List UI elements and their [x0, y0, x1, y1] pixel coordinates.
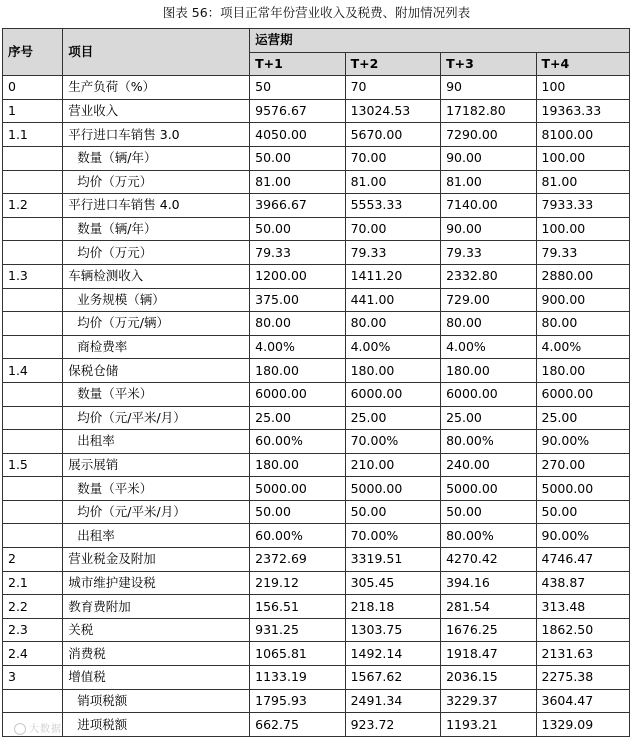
row-index — [3, 406, 63, 430]
table-row — [3, 76, 630, 100]
row-value-t2: 13024.53 — [345, 99, 440, 123]
table-row — [3, 335, 630, 359]
row-value-t1: 4.00% — [250, 335, 345, 359]
row-value-t4: 180.00 — [536, 359, 629, 383]
row-index: 0 — [3, 76, 63, 100]
row-value-t2: 6000.00 — [345, 382, 440, 406]
table-row — [3, 99, 630, 123]
row-value-t4: 100.00 — [536, 217, 629, 241]
row-index: 1 — [3, 99, 63, 123]
row-value-t2: 1303.75 — [345, 618, 440, 642]
row-value-t2: 79.33 — [345, 241, 440, 265]
row-value-t1: 1133.19 — [250, 666, 345, 690]
row-index: 2.3 — [3, 618, 63, 642]
table-row — [3, 241, 630, 265]
row-index: 3 — [3, 666, 63, 690]
row-index — [3, 477, 63, 501]
table-row — [3, 288, 630, 312]
row-value-t3: 3229.37 — [441, 689, 536, 713]
table-row — [3, 217, 630, 241]
row-value-t2: 25.00 — [345, 406, 440, 430]
row-value-t1: 50 — [250, 76, 345, 100]
row-value-t3: 80.00 — [441, 312, 536, 336]
watermark — [14, 720, 62, 735]
row-value-t4: 4.00% — [536, 335, 629, 359]
row-value-t4: 19363.33 — [536, 99, 629, 123]
row-value-t1: 50.00 — [250, 500, 345, 524]
row-value-t3: 729.00 — [441, 288, 536, 312]
row-value-t3: 25.00 — [441, 406, 536, 430]
row-value-t4: 100 — [536, 76, 629, 100]
row-item-name: 平行进口车销售 3.0 — [63, 123, 250, 147]
row-value-t4: 438.87 — [536, 571, 629, 595]
row-index — [3, 217, 63, 241]
row-value-t1: 931.25 — [250, 618, 345, 642]
row-value-t1: 4050.00 — [250, 123, 345, 147]
row-value-t1: 3966.67 — [250, 194, 345, 218]
row-value-t1: 79.33 — [250, 241, 345, 265]
row-value-t2: 2491.34 — [345, 689, 440, 713]
row-index: 2.1 — [3, 571, 63, 595]
row-item-name: 均价（万元） — [63, 170, 250, 194]
row-value-t3: 4270.42 — [441, 548, 536, 572]
row-item-name: 营业收入 — [63, 99, 250, 123]
row-value-t2: 5553.33 — [345, 194, 440, 218]
row-value-t3: 80.00% — [441, 430, 536, 454]
table-row — [3, 406, 630, 430]
table-row — [3, 713, 630, 737]
row-value-t3: 1193.21 — [441, 713, 536, 737]
table-row — [3, 618, 630, 642]
row-item-name: 均价（元/平米/月） — [63, 500, 250, 524]
row-item-name: 均价（元/平米/月） — [63, 406, 250, 430]
row-value-t3: 281.54 — [441, 595, 536, 619]
row-value-t1: 9576.67 — [250, 99, 345, 123]
row-item-name: 数量（辆/年） — [63, 217, 250, 241]
row-value-t4: 2275.38 — [536, 666, 629, 690]
table-row — [3, 170, 630, 194]
row-value-t1: 2372.69 — [250, 548, 345, 572]
row-index — [3, 288, 63, 312]
row-value-t4: 90.00% — [536, 430, 629, 454]
row-value-t1: 1065.81 — [250, 642, 345, 666]
row-value-t3: 6000.00 — [441, 382, 536, 406]
row-value-t4: 1329.09 — [536, 713, 629, 737]
table-row — [3, 382, 630, 406]
row-index — [3, 689, 63, 713]
row-item-name: 商检费率 — [63, 335, 250, 359]
row-index — [3, 241, 63, 265]
row-item-name: 车辆检测收入 — [63, 264, 250, 288]
table-row — [3, 642, 630, 666]
row-value-t1: 50.00 — [250, 146, 345, 170]
row-value-t1: 662.75 — [250, 713, 345, 737]
row-value-t3: 90 — [441, 76, 536, 100]
row-value-t1: 375.00 — [250, 288, 345, 312]
row-value-t3: 17182.80 — [441, 99, 536, 123]
row-index — [3, 382, 63, 406]
row-index: 1.4 — [3, 359, 63, 383]
row-value-t1: 156.51 — [250, 595, 345, 619]
table-row — [3, 548, 630, 572]
table-row — [3, 123, 630, 147]
row-value-t3: 80.00% — [441, 524, 536, 548]
header-period-1: T+1 — [250, 52, 345, 76]
row-value-t2: 70.00 — [345, 146, 440, 170]
row-item-name: 生产负荷（%） — [63, 76, 250, 100]
row-item-name: 均价（万元/辆） — [63, 312, 250, 336]
row-value-t4: 270.00 — [536, 453, 629, 477]
row-value-t2: 1411.20 — [345, 264, 440, 288]
row-item-name: 关税 — [63, 618, 250, 642]
row-value-t4: 80.00 — [536, 312, 629, 336]
row-value-t4: 90.00% — [536, 524, 629, 548]
row-value-t1: 80.00 — [250, 312, 345, 336]
table-row — [3, 477, 630, 501]
table-row — [3, 571, 630, 595]
row-index: 2.4 — [3, 642, 63, 666]
row-item-name: 出租率 — [63, 430, 250, 454]
row-value-t4: 4746.47 — [536, 548, 629, 572]
row-value-t3: 2036.15 — [441, 666, 536, 690]
row-index — [3, 500, 63, 524]
row-value-t4: 50.00 — [536, 500, 629, 524]
row-item-name: 展示展销 — [63, 453, 250, 477]
row-value-t4: 1862.50 — [536, 618, 629, 642]
row-item-name: 教育费附加 — [63, 595, 250, 619]
row-index — [3, 430, 63, 454]
row-value-t1: 50.00 — [250, 217, 345, 241]
row-value-t2: 1492.14 — [345, 642, 440, 666]
row-value-t1: 6000.00 — [250, 382, 345, 406]
table-row — [3, 666, 630, 690]
row-index: 2.2 — [3, 595, 63, 619]
row-item-name: 城市维护建设税 — [63, 571, 250, 595]
row-value-t4: 79.33 — [536, 241, 629, 265]
row-index: 1.2 — [3, 194, 63, 218]
row-value-t4: 5000.00 — [536, 477, 629, 501]
row-value-t3: 5000.00 — [441, 477, 536, 501]
table-row — [3, 194, 630, 218]
row-value-t2: 3319.51 — [345, 548, 440, 572]
row-value-t3: 7140.00 — [441, 194, 536, 218]
row-value-t3: 1918.47 — [441, 642, 536, 666]
row-item-name: 数量（辆/年） — [63, 146, 250, 170]
row-value-t1: 25.00 — [250, 406, 345, 430]
row-value-t2: 70.00% — [345, 524, 440, 548]
header-period-2: T+2 — [345, 52, 440, 76]
row-value-t3: 81.00 — [441, 170, 536, 194]
row-value-t3: 1676.25 — [441, 618, 536, 642]
table-row — [3, 359, 630, 383]
row-value-t3: 7290.00 — [441, 123, 536, 147]
header-operating-period: 运营期 — [250, 29, 630, 53]
row-index — [3, 312, 63, 336]
row-value-t4: 25.00 — [536, 406, 629, 430]
row-item-name: 营业税金及附加 — [63, 548, 250, 572]
row-item-name: 平行进口车销售 4.0 — [63, 194, 250, 218]
table-row — [3, 500, 630, 524]
row-value-t1: 180.00 — [250, 359, 345, 383]
table-row — [3, 430, 630, 454]
header-period-4: T+4 — [536, 52, 629, 76]
row-value-t2: 4.00% — [345, 335, 440, 359]
table-body — [3, 76, 630, 737]
row-value-t2: 180.00 — [345, 359, 440, 383]
row-value-t3: 394.16 — [441, 571, 536, 595]
row-value-t2: 305.45 — [345, 571, 440, 595]
row-value-t2: 210.00 — [345, 453, 440, 477]
watermark-logo-icon — [14, 723, 26, 735]
row-value-t4: 3604.47 — [536, 689, 629, 713]
row-index: 1.5 — [3, 453, 63, 477]
table-row — [3, 146, 630, 170]
table-row — [3, 524, 630, 548]
row-value-t1: 60.00% — [250, 524, 345, 548]
row-value-t2: 70.00% — [345, 430, 440, 454]
row-value-t3: 50.00 — [441, 500, 536, 524]
row-value-t4: 81.00 — [536, 170, 629, 194]
revenue-tax-table — [2, 28, 630, 737]
row-item-name: 进项税额 — [63, 713, 250, 737]
row-value-t2: 50.00 — [345, 500, 440, 524]
row-value-t3: 180.00 — [441, 359, 536, 383]
row-value-t3: 240.00 — [441, 453, 536, 477]
row-index: 1.3 — [3, 264, 63, 288]
row-value-t2: 5670.00 — [345, 123, 440, 147]
row-value-t2: 70 — [345, 76, 440, 100]
table-row — [3, 453, 630, 477]
row-index: 1.1 — [3, 123, 63, 147]
row-value-t2: 81.00 — [345, 170, 440, 194]
header-index: 序号 — [3, 29, 63, 76]
row-value-t4: 900.00 — [536, 288, 629, 312]
row-value-t4: 6000.00 — [536, 382, 629, 406]
row-item-name: 数量（平米） — [63, 382, 250, 406]
row-item-name: 消费税 — [63, 642, 250, 666]
row-value-t4: 100.00 — [536, 146, 629, 170]
row-value-t1: 60.00% — [250, 430, 345, 454]
row-index: 2 — [3, 548, 63, 572]
row-value-t1: 81.00 — [250, 170, 345, 194]
row-value-t4: 8100.00 — [536, 123, 629, 147]
watermark-text: 大数据 — [29, 724, 62, 735]
header-item: 项目 — [63, 29, 250, 76]
row-value-t3: 90.00 — [441, 146, 536, 170]
row-value-t1: 1795.93 — [250, 689, 345, 713]
row-item-name: 均价（万元） — [63, 241, 250, 265]
header-period-3: T+3 — [441, 52, 536, 76]
row-value-t1: 5000.00 — [250, 477, 345, 501]
row-value-t2: 5000.00 — [345, 477, 440, 501]
row-index — [3, 146, 63, 170]
table-row — [3, 264, 630, 288]
row-item-name: 出租率 — [63, 524, 250, 548]
row-value-t4: 313.48 — [536, 595, 629, 619]
table-caption: 图表 56：项目正常年份营业收入及税费、附加情况列表 — [162, 5, 471, 20]
row-index — [3, 524, 63, 548]
row-value-t1: 219.12 — [250, 571, 345, 595]
row-value-t2: 923.72 — [345, 713, 440, 737]
row-index — [3, 170, 63, 194]
row-value-t4: 2131.63 — [536, 642, 629, 666]
row-value-t3: 2332.80 — [441, 264, 536, 288]
row-value-t1: 1200.00 — [250, 264, 345, 288]
table-row — [3, 595, 630, 619]
table-row — [3, 689, 630, 713]
row-item-name: 数量（平米） — [63, 477, 250, 501]
row-value-t2: 1567.62 — [345, 666, 440, 690]
row-item-name: 保税仓储 — [63, 359, 250, 383]
row-value-t2: 218.18 — [345, 595, 440, 619]
row-value-t2: 441.00 — [345, 288, 440, 312]
row-value-t3: 4.00% — [441, 335, 536, 359]
table-row — [3, 312, 630, 336]
row-item-name: 销项税额 — [63, 689, 250, 713]
row-value-t3: 79.33 — [441, 241, 536, 265]
row-item-name: 业务规模（辆） — [63, 288, 250, 312]
row-value-t3: 90.00 — [441, 217, 536, 241]
row-value-t1: 180.00 — [250, 453, 345, 477]
row-value-t4: 2880.00 — [536, 264, 629, 288]
row-value-t2: 70.00 — [345, 217, 440, 241]
row-value-t4: 7933.33 — [536, 194, 629, 218]
row-value-t2: 80.00 — [345, 312, 440, 336]
row-item-name: 增值税 — [63, 666, 250, 690]
row-index — [3, 335, 63, 359]
